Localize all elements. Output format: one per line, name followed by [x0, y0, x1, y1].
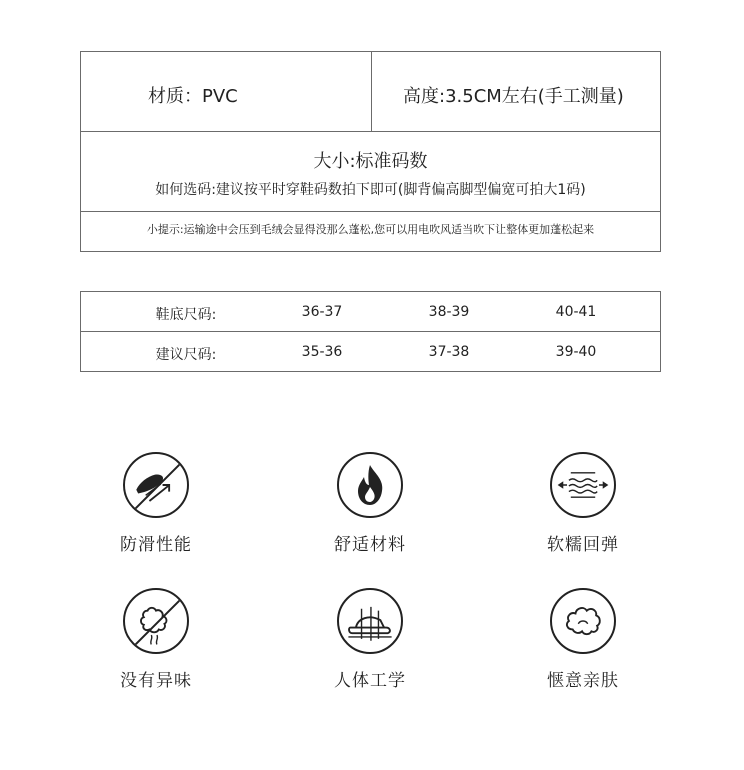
- spec-box: [80, 51, 661, 252]
- row-label: 建议尺码:: [155, 347, 217, 363]
- feature-label: 没有异味: [120, 671, 192, 691]
- feature-label: 人体工学: [334, 671, 406, 691]
- size-value: 38-39: [428, 304, 470, 320]
- rebound-waves-icon: [550, 452, 616, 518]
- feature-soft-rebound: [513, 452, 653, 555]
- soft-cloud-icon: [550, 588, 616, 654]
- size-value: 40-41: [555, 304, 597, 320]
- feature-label: 惬意亲肤: [547, 671, 619, 691]
- height-text: 高度:3.5CM左右(手工测量): [403, 86, 624, 107]
- size-title: 大小:标准码数: [313, 151, 428, 172]
- ergonomic-slipper-icon: [337, 588, 403, 654]
- size-selection-note: 如何选码:建议按平时穿鞋码数拍下即可(脚背偏高脚型偏宽可拍大1码): [155, 182, 586, 198]
- spec-row-tip: [81, 212, 660, 252]
- row-label: 鞋底尺码:: [155, 307, 217, 323]
- size-value: 35-36: [301, 344, 343, 360]
- material-text: 材质：PVC: [148, 86, 238, 107]
- feature-label: 防滑性能: [120, 535, 192, 555]
- cell-divider: [371, 52, 372, 132]
- flame-icon: [337, 452, 403, 518]
- feature-ergonomic: [300, 588, 440, 691]
- anti-slip-shoe-icon: [123, 452, 189, 518]
- spec-row-material-height: [81, 52, 660, 132]
- size-value: 36-37: [301, 304, 343, 320]
- feature-label: 软糯回弹: [547, 535, 619, 555]
- feature-comfort-material: [300, 452, 440, 555]
- feature-no-odor: [86, 588, 226, 691]
- feature-anti-slip: [86, 452, 226, 555]
- size-table: [80, 291, 661, 372]
- spec-row-size: [81, 132, 660, 212]
- table-row: [81, 292, 660, 332]
- tip-text: 小提示:运输途中会压到毛绒会显得没那么蓬松,您可以用电吹风适当吹下让整体更加蓬松起来: [146, 223, 595, 236]
- feature-label: 舒适材料: [334, 535, 406, 555]
- size-value: 37-38: [428, 344, 470, 360]
- no-odor-icon: [123, 588, 189, 654]
- table-row: [81, 332, 660, 372]
- feature-skin-friendly: [513, 588, 653, 691]
- size-value: 39-40: [555, 344, 597, 360]
